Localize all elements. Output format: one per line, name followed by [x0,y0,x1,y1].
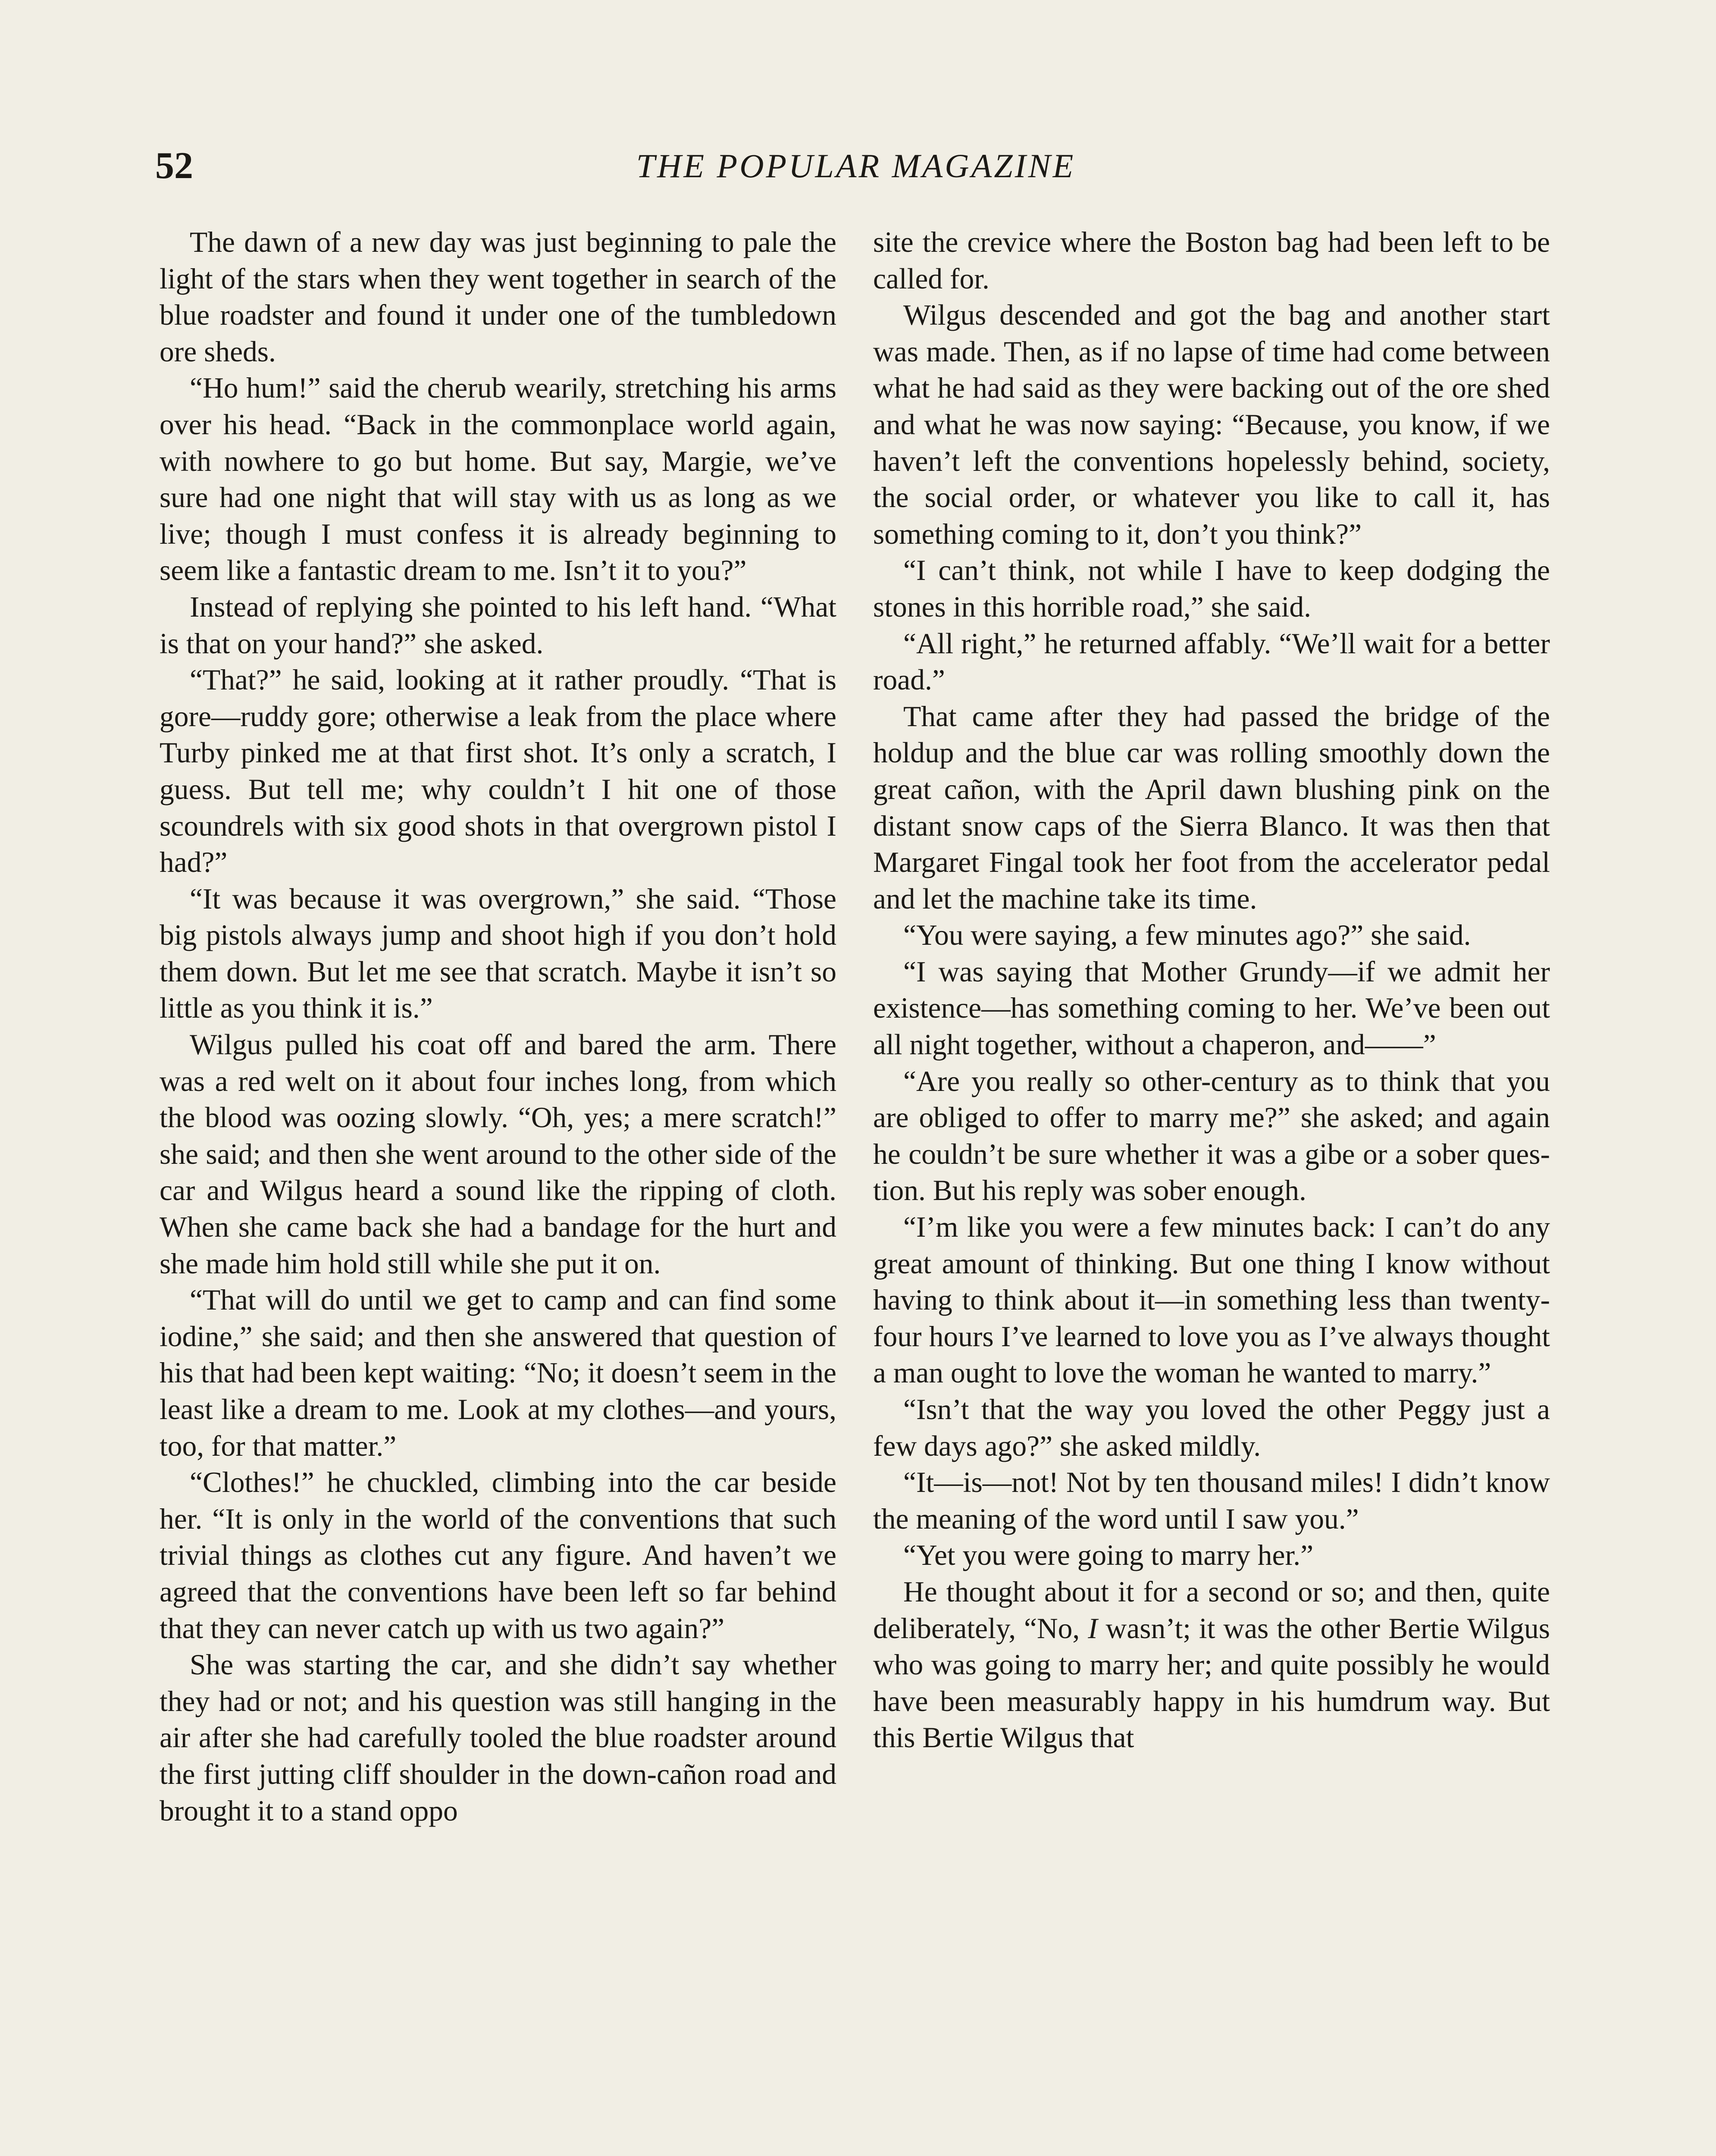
paragraph: That came after they had passed the bridge of the holdup and the blue car was rolling smoothly down the great cañon, with the April dawn blushing pink on the distant snow caps of the Sierra Blanco. It was then that Margaret Fingal took her foot from the accelerator pedal and let the machine take its time. [873,700,1550,915]
paragraph: “It was because it was overgrown,” she said. “Those big pistols always jump and shoot high if you don’t hold them down. But let me see that scratch. Maybe it isn’t so little as you think it is.” [160,882,836,1025]
paragraph: “I can’t think, not while I have to keep dodging the stones in this horrible road,” she said. [873,554,1550,623]
paragraph: She was starting the car, and she didn’t say whether they had or not; and his question was still hanging in the air after she had carefully tooled the blue roadster around the first jutting cliff shoulder in the down-cañon road and brought it to a stand oppo [160,1648,836,1827]
right-text-column [873,224,1550,2156]
paragraph: “Isn’t that the way you loved the other Peggy just a few days ago?” she asked mildly. [873,1393,1550,1462]
paragraph: “Yet you were going to marry her.” [903,1539,1314,1572]
text-run: He thought about it for a second or so; and then, quite deliberately, “No, [873,1575,1550,1645]
paragraph: “You were saying, a few minutes ago?” she said. [903,919,1471,952]
paragraph: “That will do until we get to camp and can find some iodine,” she said; and then she answered that question of his that had been kept waiting: “No; it doesn’t seem in the least like a dream to me. Look at my clothes—and yours, too, for that matter.” [160,1284,836,1462]
paragraph: “It—is—not! Not by ten thousand miles! I didn’t know the meaning of the word until I saw you.” [873,1466,1550,1535]
paragraph: “Are you really so other-century as to think that you are obliged to offer to marry me?” she asked; and again he couldn’t be sure whether it was a gibe or a sober question. But his reply was sober enough. [873,1065,1550,1207]
page-number: 52 [155,145,193,187]
paragraph: “Clothes!” he chuckled, climbing into the car beside her. “It is only in the world of the conventions that such trivial things as clothes cut any figure. And haven’t we agreed that the conventions have been left so far behind that they can never catch up with us two again?” [160,1466,836,1645]
paragraph-continuation: site the crevice where the Boston bag had been left to be called for. [873,226,1550,295]
paragraph: Wilgus descended and got the bag and another start was made. Then, as if no lapse of time had come between what he had said as they were backing out of the ore shed and what he was now saying: “Because, you know, if we haven’t left the conventions hopelessly behind, society, the social order, or whatever you like to call it, has something coming to it, don’t you think?” [873,299,1550,550]
text-run: wasn’t; it was the other Bertie Wilgus who was going to marry her; and quite possibly he would have been measurably happy in his humdrum way. But this Bertie Wilgus that [873,1612,1550,1754]
emphasized-word: I [1088,1612,1098,1645]
paragraph: Wilgus pulled his coat off and bared the arm. There was a red welt on it about four inches long, from which the blood was oozing slowly. “Oh, yes; a mere scratch!” she said; and then she went around to the other side of the car and Wilgus heard a sound like the ripping of cloth. When she came back she had a bandage for the hurt and she made him hold still while she put it on. [160,1028,836,1280]
paragraph: Instead of replying she pointed to his left hand. “What is that on your hand?” she asked. [160,590,836,660]
paragraph: “All right,” he returned affably. “We’ll wait for a better road.” [873,627,1550,696]
last-paragraph [873,1574,1550,1756]
paragraph: “Ho hum!” said the cherub wearily, stretching his arms over his head. “Back in the commonplace world again, with nowhere to go but home. But say, Margie, we’ve sure had one night that will stay with us as long as we live; though I must confess it is already beginning to seem like a fantastic dream to me. Isn’t it to you?” [160,372,836,587]
paragraph: “That?” he said, looking at it rather proudly. “That is gore—ruddy gore; otherwise a leak from the place where Turby pinked me at that first shot. It’s only a scratch, I guess. But tell me; why couldn’t I hit one of those scoundrels with six good shots in that overgrown pistol I had?” [160,664,836,879]
paragraph: “I was saying that Mother Grundy—if we admit her existence—has something coming to her. We’ve been out all night together, without a chaperon, and——” [873,955,1550,1061]
left-text-column [160,224,836,2156]
running-title: THE POPULAR MAGAZINE [636,147,1076,185]
paragraph: “I’m like you were a few minutes back: I can’t do any great amount of thinking. But one thing I know without having to think about it—in something less than twenty-four hours I’ve learned to love you as I’ve always thought a man ought to love the woman he wanted to marry.” [873,1211,1550,1389]
paragraph: The dawn of a new day was just beginning to pale the light of the stars when they went together in search of the blue roadster and found it under one of the tumbledown ore sheds. [160,226,836,368]
page-header [155,142,1556,198]
